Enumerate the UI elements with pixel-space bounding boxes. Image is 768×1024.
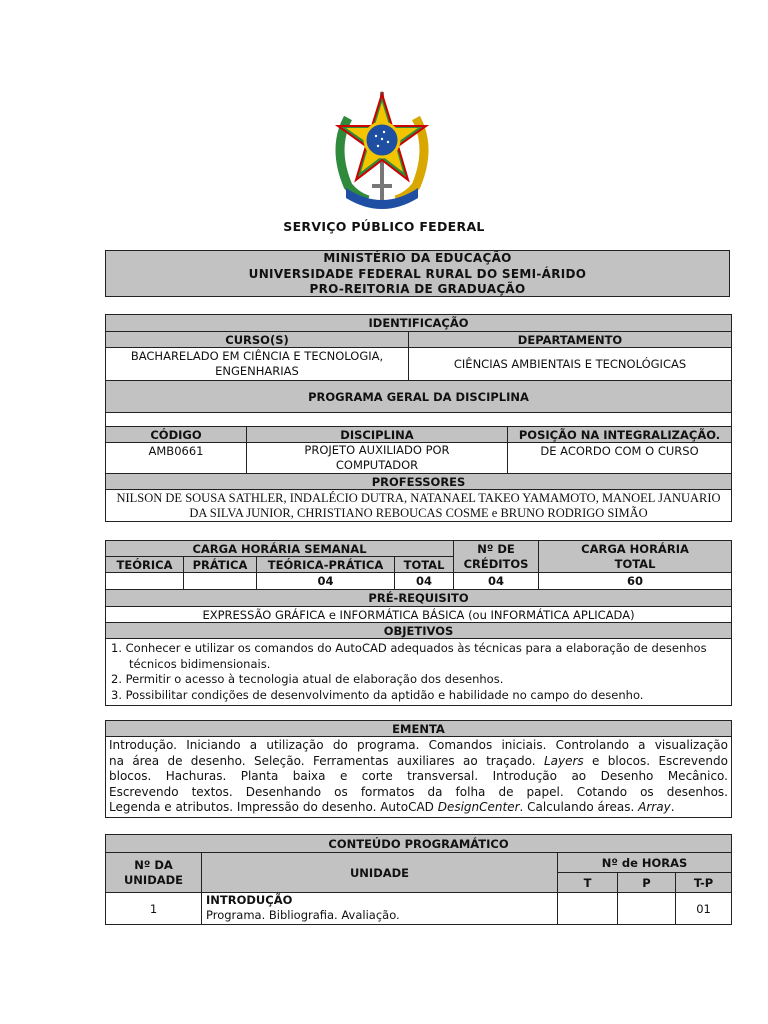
- weekly-workload-heading: CARGA HORÁRIA SEMANAL: [106, 541, 454, 557]
- ementa-line-5-b: . Calculando áreas.: [519, 800, 639, 814]
- ementa-table: [105, 720, 732, 818]
- total-heading: TOTAL: [395, 557, 454, 573]
- ementa-line-3: blocos. Hachuras. Planta baixa e corte transversal. Introdução ao Desenho Mecânico.: [109, 769, 728, 783]
- code-heading: CÓDIGO: [106, 427, 247, 443]
- discipline-value: [247, 443, 508, 474]
- ementa-line-2-b: e blocos. Escrevendo: [583, 753, 728, 768]
- objective-1: [111, 641, 726, 672]
- course-heading: CURSO(S): [106, 332, 409, 348]
- brazil-coat-of-arms-icon: [326, 88, 438, 214]
- total-hours-value: 60: [539, 573, 732, 590]
- unit-title: INTRODUÇÃO: [206, 893, 293, 907]
- unit-number: 1: [106, 893, 202, 925]
- content-heading: CONTEÚDO PROGRAMÁTICO: [106, 835, 732, 853]
- ementa-text: [106, 737, 732, 818]
- teorica-pratica-value: 04: [257, 573, 395, 590]
- prereq-value: EXPRESSÃO GRÁFICA e INFORMÁTICA BÁSICA (ou INFORMÁTICA APLICADA): [106, 607, 732, 623]
- ementa-line-5: [109, 800, 728, 816]
- professors-heading: PROFESSORES: [106, 474, 732, 490]
- credits-heading-1: Nº DE: [477, 541, 515, 556]
- credits-value: 04: [454, 573, 539, 590]
- ementa-heading: EMENTA: [106, 721, 732, 737]
- credits-heading-2: CRÉDITOS: [463, 556, 529, 571]
- discipline-line-1: PROJETO AUXILIADO POR: [304, 443, 450, 457]
- hours-p-heading: P: [618, 873, 676, 893]
- discipline-heading: DISCIPLINA: [247, 427, 508, 443]
- credits-heading: [454, 541, 539, 573]
- unit-details: Programa. Bibliografia. Avaliação.: [206, 908, 400, 922]
- unit-number-heading-1: Nº DA: [134, 857, 173, 872]
- professors-line-2: DA SILVA JUNIOR, CHRISTIANO REBOUCAS COSME e BRUNO RODRIGO SIMÃO: [189, 505, 648, 520]
- table-row: [106, 893, 732, 925]
- ementa-line-5-italic-1: DesignCenter: [437, 800, 520, 814]
- teorica-pratica-heading: TEÓRICA-PRÁTICA: [257, 557, 395, 573]
- objectives-heading: OBJETIVOS: [106, 623, 732, 639]
- objective-1-line-1: 1. Conhecer e utilizar os comandos do AutoCAD adequados às técnicas para a elaboração de: [111, 641, 648, 655]
- course-line-1: BACHARELADO EM CIÊNCIA E TECNOLOGIA,: [130, 349, 384, 363]
- ementa-line-2: [109, 754, 728, 770]
- position-value: DE ACORDO COM O CURSO: [508, 443, 732, 474]
- professors-line-1: NILSON DE SOUSA SATHLER, INDALÉCIO DUTRA, NATANAEL TAKEO YAMAMOTO, MANOEL JANUARIO: [116, 490, 721, 505]
- discipline-line-2: COMPUTADOR: [335, 458, 419, 472]
- code-value: AMB0661: [106, 443, 247, 474]
- unit-number-heading-2: UNIDADE: [123, 872, 184, 887]
- unit-description: [202, 893, 558, 925]
- institution-header: [105, 250, 730, 297]
- hours-t-heading: T: [558, 873, 618, 893]
- unit-hours-t: [558, 893, 618, 925]
- ementa-line-2-italic: Layers: [543, 753, 584, 768]
- ministry-title: MINISTÉRIO DA EDUCAÇÃO: [323, 251, 512, 265]
- teorica-heading: TEÓRICA: [106, 557, 184, 573]
- objective-3: 3. Possibilitar condições de desenvolvimento da aptidão e habilidade no campo do desenho.: [111, 687, 644, 702]
- ementa-line-4: Escrevendo textos. Desenhando os formatos da folha de papel. Cotando os desenhos.: [109, 784, 728, 799]
- unit-number-heading: [106, 853, 202, 893]
- objectives-list: [106, 639, 732, 706]
- total-hours-heading-1: CARGA HORÁRIA: [581, 541, 689, 556]
- identification-table: [105, 314, 732, 522]
- pratica-value: [184, 573, 257, 590]
- unit-heading: UNIDADE: [202, 853, 558, 893]
- pratica-heading: PRÁTICA: [184, 557, 257, 573]
- ementa-line-2-a: na área de desenho. Seleção. Ferramentas auxiliares ao traçado.: [109, 753, 544, 768]
- hours-tp-heading: T-P: [676, 873, 732, 893]
- teorica-value: [106, 573, 184, 590]
- objective-2: 2. Permitir o acesso à tecnologia atual de elaboração dos desenhos.: [111, 672, 504, 686]
- total-hours-heading: [539, 541, 732, 573]
- identification-heading: IDENTIFICAÇÃO: [106, 315, 732, 332]
- department-value: CIÊNCIAS AMBIENTAIS E TECNOLÓGICAS: [409, 348, 732, 381]
- ementa-line-5-c: .: [670, 800, 675, 814]
- ementa-line-5-a: Legenda e atributos. Impressão do desenho. AutoCAD: [109, 800, 438, 814]
- hours-heading: Nº de HORAS: [558, 853, 732, 873]
- course-value: [106, 348, 409, 381]
- content-table: [105, 834, 732, 925]
- university-title: UNIVERSIDADE FEDERAL RURAL DO SEMI-ÁRIDO: [248, 266, 587, 281]
- unit-hours-p: [618, 893, 676, 925]
- total-hours-heading-2: TOTAL: [614, 556, 656, 571]
- program-heading: PROGRAMA GERAL DA DISCIPLINA: [106, 381, 732, 413]
- service-title: SERVIÇO PÚBLICO FEDERAL: [283, 219, 485, 234]
- professors-value: [106, 490, 732, 522]
- objective-1-line-2: desenhos técnicos bidimensionais.: [129, 641, 707, 671]
- course-line-2: ENGENHARIAS: [215, 364, 299, 378]
- unit-hours-tp: 01: [676, 893, 732, 925]
- workload-table: [105, 540, 732, 706]
- ementa-line-5-italic-2: Array: [638, 800, 671, 814]
- department-heading: DEPARTAMENTO: [409, 332, 732, 348]
- position-heading: POSIÇÃO NA INTEGRALIZAÇÃO.: [508, 427, 732, 443]
- spacer-row: [106, 413, 732, 427]
- total-value: 04: [395, 573, 454, 590]
- ementa-line-1: Introdução. Iniciando a utilização do programa. Comandos iniciais. Controlando a visualização: [109, 738, 728, 752]
- dean-title: PRO-REITORIA DE GRADUAÇÃO: [309, 282, 526, 296]
- prereq-heading: PRÉ-REQUISITO: [106, 590, 732, 607]
